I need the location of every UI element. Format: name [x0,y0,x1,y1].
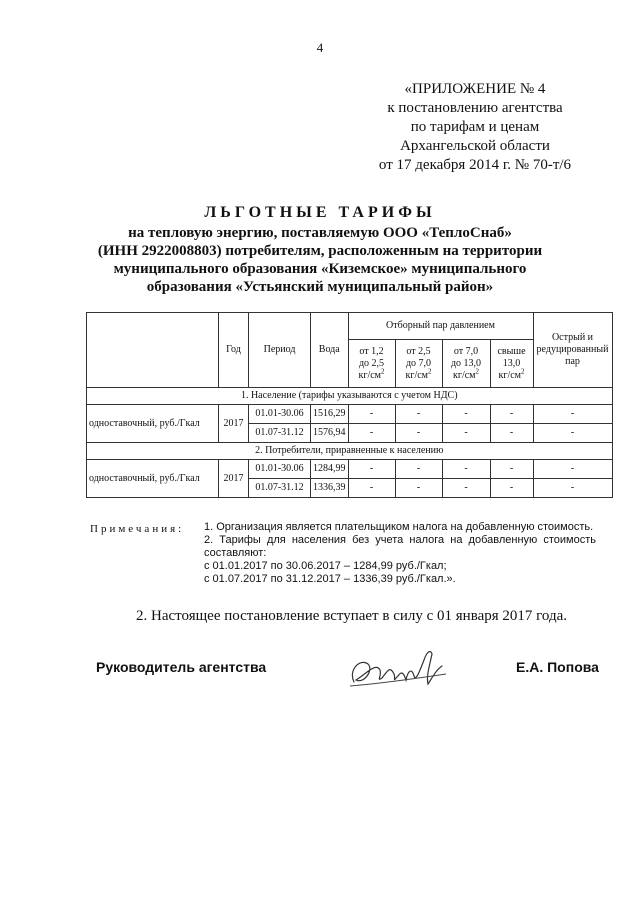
value-cell: - [490,479,533,498]
tariff-table [86,312,613,498]
note-line: с 01.01.2017 по 30.06.2017 – 1284,99 руб./Гкал; [204,560,447,572]
appendix-header [330,80,620,175]
value-cell: - [442,479,490,498]
value-cell: - [490,405,533,424]
value-cell: - [395,460,442,479]
notes-block [204,521,596,586]
header-period: Период [249,313,311,388]
water-cell: 1516,29 [311,405,349,424]
header-pressure-1: от 1,2 до 2,5 $кг/см^2$ [348,340,395,388]
period-cell: 01.07-31.12 [249,479,311,498]
water-cell: 1576,94 [311,424,349,443]
signatory-name: Е.А. Попова [516,659,599,675]
value-cell: - [348,405,395,424]
value-cell: - [348,424,395,443]
note-line: 2. Тарифы для населения без учета налога на добавленную стоимость [204,534,596,546]
note-line: 1. Организация является плательщиком налога на добавленную стоимость. [204,521,594,533]
header-blank [87,313,219,388]
appendix-line: к постановлению агентства [387,100,563,116]
value-cell: - [395,424,442,443]
signatory-position: Руководитель агентства [96,659,267,675]
section-title: 2. Потребители, приравненные к населению [87,443,613,460]
tariff-label: одноставочный, руб./Гкал [87,460,219,498]
period-cell: 01.07-31.12 [249,424,311,443]
value-cell: - [490,460,533,479]
tariff-year: 2017 [219,405,249,443]
appendix-line: от 17 декабря 2014 г. № 70-т/6 [378,157,572,173]
period-cell: 01.01-30.06 [249,405,311,424]
header-water: Вода [311,313,349,388]
header-pressure-2: от 2,5 до 7,0 $кг/см^2$ [395,340,442,388]
value-cell: - [442,424,490,443]
note-line: с 01.07.2017 по 31.12.2017 – 1336,39 руб./Гкал.». [204,573,456,585]
table-row [87,405,613,424]
value-cell: - [533,460,612,479]
value-cell: - [348,460,395,479]
value-cell: - [395,405,442,424]
appendix-line: по тарифам и ценам [410,119,540,135]
table-row [87,460,613,479]
title-line: (ИНН 2922008803) потребителям, расположенным на территории [97,243,543,259]
handwritten-signature [346,640,456,695]
note-line: составляют: [204,547,267,559]
value-cell: - [533,479,612,498]
value-cell: - [442,405,490,424]
effective-date-clause: 2. Настоящее постановление вступает в силу с 01 января 2017 года. [136,608,568,624]
header-year: Год [219,313,249,388]
tariff-year: 2017 [219,460,249,498]
notes-label: Примечания: [90,523,185,535]
header-pressure-3: от 7,0 до 13,0 $кг/см^2$ [442,340,490,388]
section-title: 1. Население (тарифы указываются с учетом НДС) [87,388,613,405]
value-cell: - [533,405,612,424]
document-title [60,204,580,296]
period-cell: 01.01-30.06 [249,460,311,479]
value-cell: - [348,479,395,498]
header-steam-group: Отборный пар давлением [348,313,533,340]
water-cell: 1336,39 [311,479,349,498]
value-cell: - [490,424,533,443]
page-number: 4 [316,40,324,55]
water-cell: 1284,99 [311,460,349,479]
title-heading: ЛЬГОТНЫЕ ТАРИФЫ [204,204,436,221]
tariff-label: одноставочный, руб./Гкал [87,405,219,443]
value-cell: - [395,479,442,498]
title-line: образования «Устьянский муниципальный район» [146,279,494,295]
appendix-line: «ПРИЛОЖЕНИЕ № 4 [404,81,546,97]
title-line: муниципального образования «Киземское» муниципального [113,261,527,277]
appendix-line: Архангельской области [400,138,550,154]
value-cell: - [442,460,490,479]
header-sharp-steam: Острый и редуцированный пар [533,313,612,388]
header-pressure-4: свыше 13,0 $кг/см^2$ [490,340,533,388]
value-cell: - [533,424,612,443]
title-line: на тепловую энергию, поставляемую ООО «ТеплоСнаб» [128,225,512,241]
